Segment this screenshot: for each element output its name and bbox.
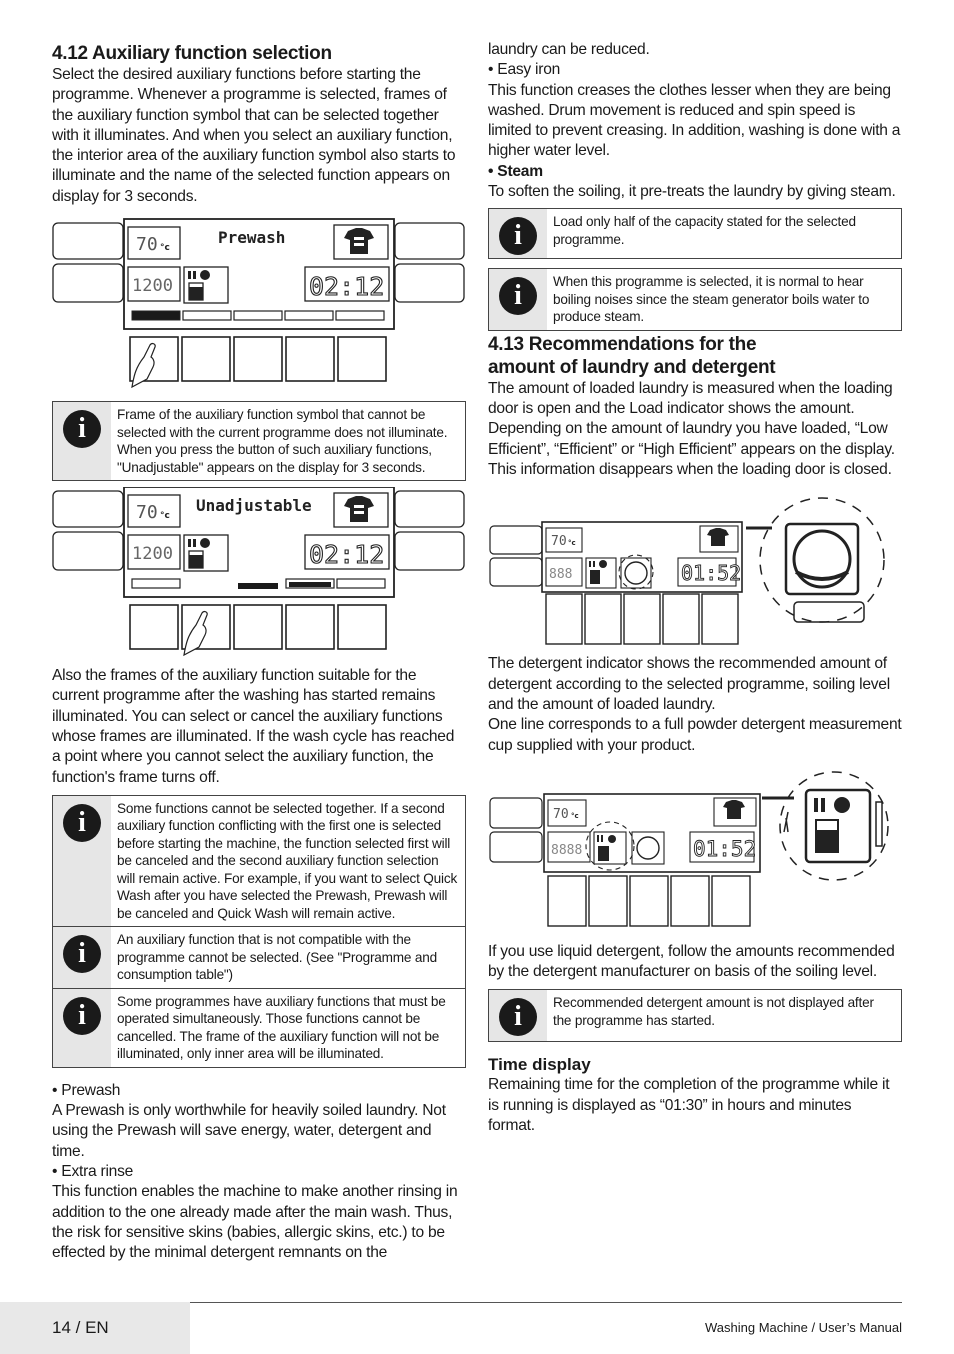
spin-value: 1200: [132, 276, 173, 297]
display-figure-unadjustable: [52, 487, 466, 659]
time-value: 02:12: [309, 272, 385, 302]
liquid-detergent-paragraph: If you use liquid detergent, follow the amounts recommended by the detergent manufacturer on basis of the soiling level.: [488, 942, 895, 981]
load-indicator-paragraph: The amount of loaded laundry is measured when the loading door is open and the Load indicator shows the amount. Depending on the amount of laundry you have loaded, “Low Efficient”, “Efficient” or “High Efficient” appears on the display.: [488, 379, 895, 458]
svg-text:°c: °c: [571, 811, 579, 820]
info-note-simultaneous: i Some programmes have auxiliary functions that must be operated simultaneously. Those functions cannot be cancelled. The frame of the auxiliary function will not be illuminated, only inner area will be illuminated.: [52, 989, 466, 1068]
svg-text:01:52: 01:52: [693, 836, 757, 861]
info-notes-group: [52, 795, 466, 1068]
svg-text:°c: °c: [568, 539, 576, 548]
info-note-unadjustable: i Frame of the auxiliary function symbol that cannot be selected with the current programme does not illuminate. When you press the button of such auxiliary functions, "Unadjustable" appears on the display for 3 seconds.: [52, 401, 466, 481]
svg-text:70: 70: [553, 806, 569, 822]
prewash-title: • Prewash: [52, 1081, 121, 1099]
load-indicator-paragraph-b: This information disappears when the loading door is closed.: [488, 461, 892, 479]
svg-text:01:52: 01:52: [681, 561, 742, 586]
svg-text:70: 70: [551, 534, 567, 550]
info-note-detergent-not-displayed: i Recommended detergent amount is not displayed after the programme has started.: [488, 989, 902, 1042]
page-footer: [0, 1302, 954, 1354]
section-heading-4-13-line2: amount of laundry and detergent: [488, 356, 776, 378]
info-icon: i: [489, 269, 547, 330]
temp-unit: °c: [160, 243, 170, 254]
left-column: [52, 40, 466, 1264]
detergent-indicator-paragraph: The detergent indicator shows the recommended amount of detergent according to the selected programme, soiling level and the amount of loaded laundry.: [488, 655, 890, 713]
info-icon: i: [489, 209, 547, 258]
document-title: Washing Machine / User’s Manual: [704, 1320, 902, 1335]
detergent-indicator-paragraph-b: One line corresponds to a full powder detergent measurement cup supplied with your product.: [488, 716, 902, 754]
easy-iron-title: • Easy iron: [488, 61, 561, 79]
prewash-text: A Prewash is only worthwhile for heavily soiled laundry. Not using the Prewash will save energy, water, detergent and time.: [52, 1102, 446, 1160]
info-icon: i: [489, 990, 547, 1041]
right-column: [488, 40, 902, 1136]
display-figure-load-indicator: [488, 494, 902, 654]
info-note-boiling-noise: i When this programme is selected, it is normal to hear boiling noises since the steam generator boils water to produce steam.: [488, 268, 902, 331]
section-heading-4-12: 4.12 Auxiliary function selection: [52, 43, 332, 64]
easy-iron-text: This function creases the clothes lesser when they are being washed. Drum movement is reduced and spin speed is limited to prevent creasing. In addition, washing is done with a higher water level.: [488, 81, 901, 160]
info-icon: i: [53, 989, 111, 1067]
display-figure-detergent-indicator: [488, 770, 902, 940]
display-label: Prewash: [218, 228, 286, 248]
info-icon: i: [53, 927, 111, 988]
illuminated-frames-paragraph: Also the frames of the auxiliary function suitable for the current programme after the washing has started remains illuminated. You can select or cancel the auxiliary functions whose frames are illuminated. If the wash cycle has reached a point where you cannot select the auxiliary function, the function's frame turns off.: [52, 667, 455, 786]
intro-paragraph: Select the desired auxiliary functions before starting the programme. Whenever a programme is selected, frames of the auxiliary function symbol that can be selected together with it illuminates. And when you select an auxiliary function, the interior area of the auxiliary function symbol also starts to illuminate and the name of the selected function appears on display for 3 seconds.: [52, 66, 456, 205]
info-note-half-capacity: i Load only half of the capacity stated for the selected programme.: [488, 208, 902, 259]
svg-text:1200: 1200: [132, 544, 173, 565]
svg-text:02:12: 02:12: [309, 540, 385, 570]
steam-text: To soften the soiling, it pre-treats the laundry by giving steam.: [488, 183, 896, 201]
time-display-text: Remaining time for the completion of the programme while it is running is displayed as “01:30” in hours and minutes format.: [488, 1076, 890, 1135]
info-icon: i: [53, 796, 111, 927]
section-heading-4-13-line1: 4.13 Recommendations for the: [488, 333, 757, 355]
continued-text: laundry can be reduced.: [488, 41, 650, 58]
info-note-conflicting: i Some functions cannot be selected together. If a second auxiliary function conflicting with the first one is selected before starting the machine, the function selected first will be canceled and the second auxiliary function selection will remain active. For example, if you want to select Quick Wash after you have selected the Prewash, Prewash will be canceled and Quick Wash will remain active.: [52, 795, 466, 928]
svg-text:70: 70: [136, 502, 158, 524]
info-icon: i: [53, 402, 111, 480]
steam-title: • Steam: [488, 162, 543, 180]
extra-rinse-text: This function enables the machine to make another rinsing in addition to the one already made after the main wash. Thus, the risk for sensitive skins (babies, allergic skins, etc.) to be effected by the minimal detergent remnants on the: [52, 1183, 458, 1262]
extra-rinse-title: • Extra rinse: [52, 1163, 134, 1181]
svg-text:888: 888: [549, 567, 573, 583]
time-display-heading: Time display: [488, 1055, 591, 1075]
info-note-incompatible: i An auxiliary function that is not compatible with the programme cannot be selected. (See "Programme and consumption table"): [52, 927, 466, 989]
display-label: Unadjustable: [196, 496, 312, 516]
display-figure-prewash: [52, 217, 466, 389]
page-number: 14 / EN: [52, 1318, 109, 1337]
temp-value: 70: [136, 234, 158, 256]
svg-text:8888: 8888: [551, 842, 583, 858]
svg-text:°c: °c: [160, 511, 170, 522]
